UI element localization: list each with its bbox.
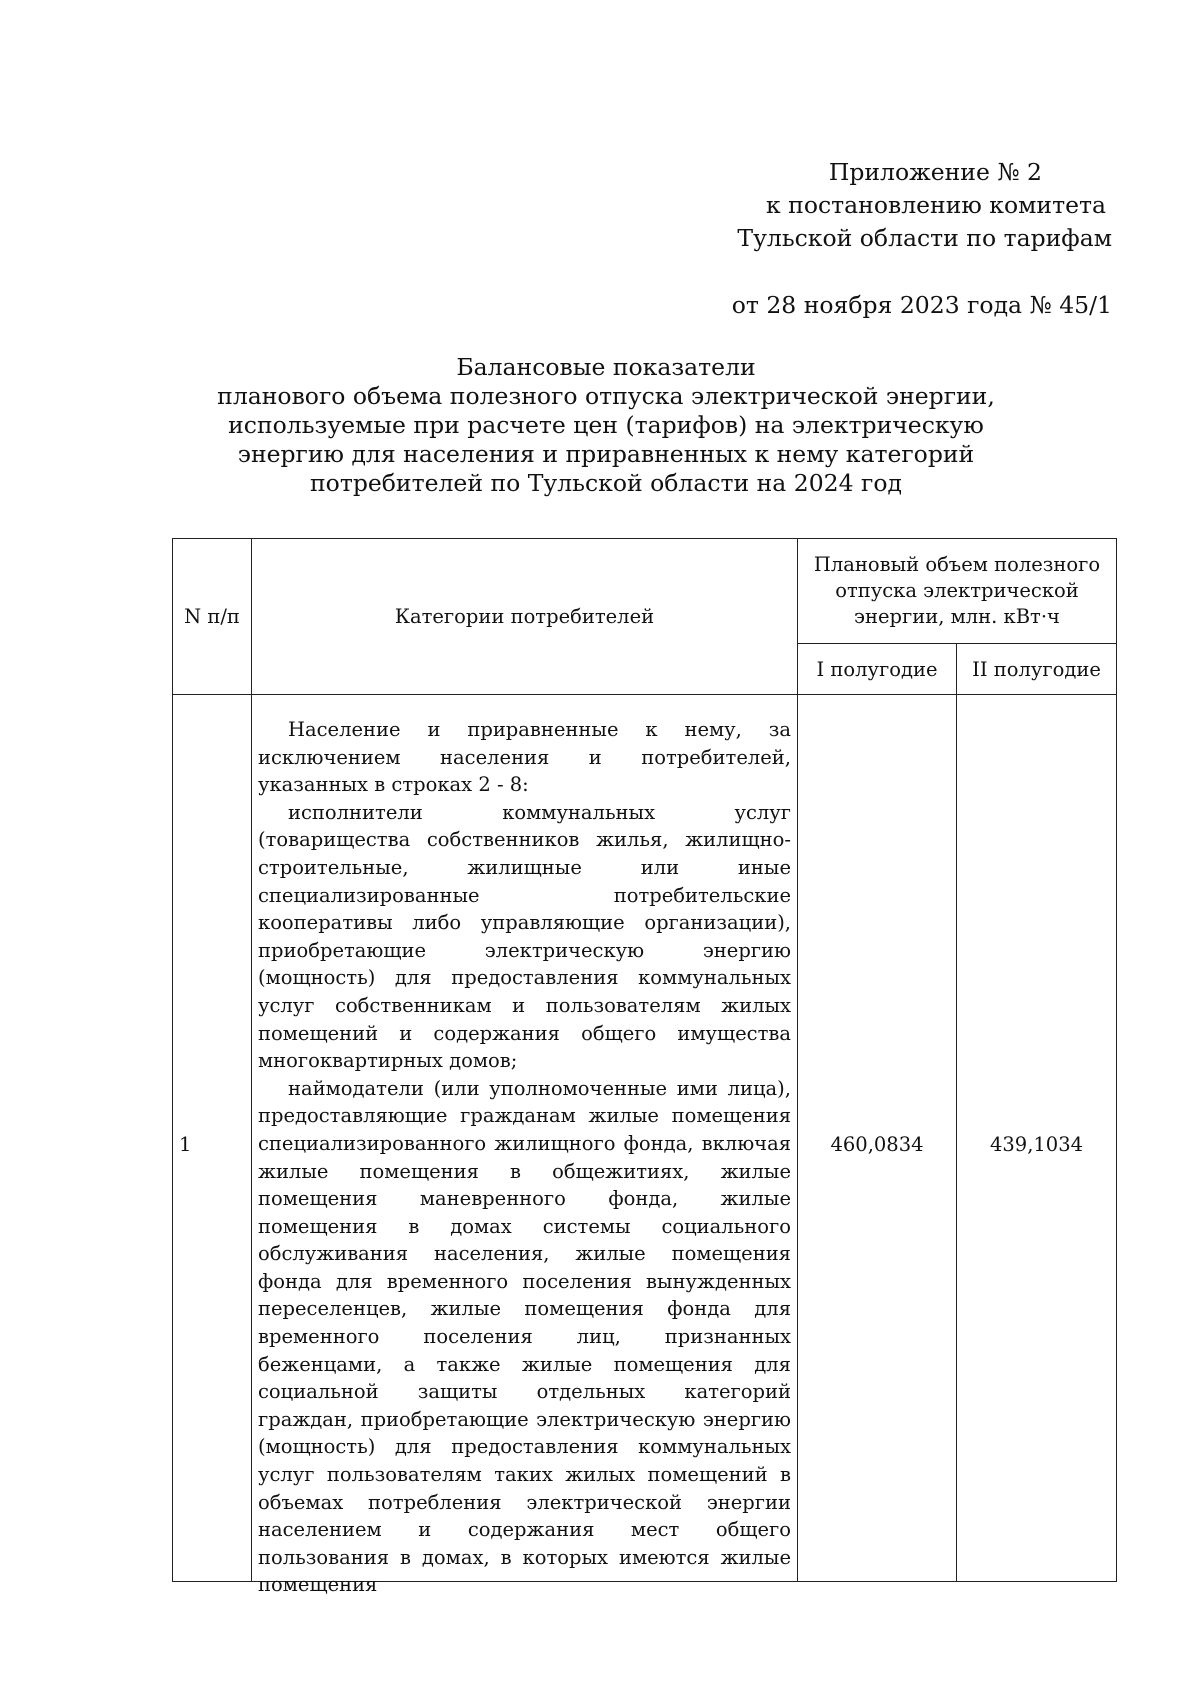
appendix-header xyxy=(652,156,1112,322)
category-paragraph: Население и приравненные к нему, за исключением населения и потребителей, указанных в строках 2 - 8: xyxy=(258,718,791,797)
appendix-resolution: к постановлению комитета xyxy=(766,191,1106,219)
header-half-1: I полугодие xyxy=(798,644,957,695)
title-line-3: используемые при расчете цен (тарифов) на электрическую xyxy=(228,411,984,439)
title-line-4: энергию для населения и приравненных к нему категорий xyxy=(237,440,975,468)
appendix-date: от 28 ноября 2023 года № 45/1 xyxy=(731,291,1112,319)
row-half-1-value: 460,0834 xyxy=(798,695,957,1582)
header-volume: Плановый объем полезного отпуска электрической энергии, млн. кВт·ч xyxy=(798,539,1117,644)
title-line-1: Балансовые показатели xyxy=(456,353,756,381)
title-line-2: планового объема полезного отпуска электрической энергии, xyxy=(217,382,995,410)
appendix-committee: Тульской области по тарифам xyxy=(737,224,1112,252)
row-category xyxy=(252,695,798,1597)
appendix-number: Приложение № 2 xyxy=(828,158,1042,186)
table-header-row xyxy=(173,539,1117,644)
category-paragraph: наймодатели (или уполномоченные ими лица), предоставляющие гражданам жилые помещения специализированного жилищного фонда, включая жилые помещения в общежитиях, жилые помещения маневренного фонда, жилые помещения в домах системы социального обслуживания населения, жилые помещения фонда для временного поселения вынужденных переселенцев, жилые помещения фонда для временного поселения лиц, признанных беженцами, а также жилые помещения для социальной защиты отдельных категорий граждан, приобретающие электрическую энергию (мощность) для предоставления коммунальных услуг пользователям таких жилых помещений в объемах потребления электрической энергии населением и содержания мест общего пользования в домах, в которых имеются жилые помещения xyxy=(258,1076,791,1597)
row-half-2-value: 439,1034 xyxy=(957,695,1117,1582)
category-paragraph: исполнители коммунальных услуг (товарищества собственников жилья, жилищно-строительные, жилищные или иные специализированные потребительские кооперативы либо управляющие организации), приобретающие электрическую энергию (мощность) для предоставления коммунальных услуг собственникам и пользователям жилых помещений и содержания общего имущества многоквартирных домов; xyxy=(258,800,791,1073)
header-category: Категории потребителей xyxy=(252,539,798,695)
balance-table xyxy=(172,538,1117,1597)
table-row xyxy=(173,695,1117,1582)
row-number: 1 xyxy=(173,695,252,1582)
document-title xyxy=(170,353,1042,498)
header-number: N п/п xyxy=(173,539,252,695)
header-half-2: II полугодие xyxy=(957,644,1117,695)
title-line-5: потребителей по Тульской области на 2024 год xyxy=(310,469,902,497)
